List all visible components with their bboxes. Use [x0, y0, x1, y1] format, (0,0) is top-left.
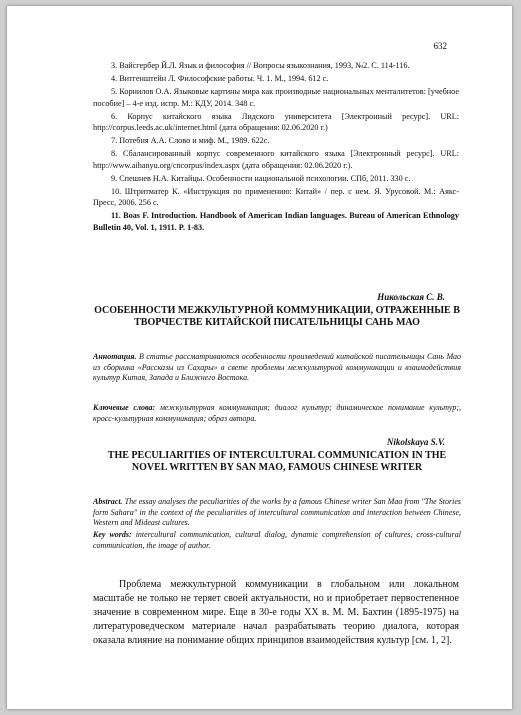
reference-item: 6. Корпус китайского языка Лидского университета [Электронный ресурс]. URL: http://corpus.leeds.ac.uk/internet.html (дата обращения: 02.06.2020 г.) [93, 111, 459, 132]
reference-list [93, 60, 459, 235]
ru-title: ОСОБЕННОСТИ МЕЖКУЛЬТУРНОЙ КОММУНИКАЦИИ, ОТРАЖЕННЫЕ В ТВОРЧЕСТВЕ КИТАЙСКОЙ ПИСАТЕЛЬНИЦЫ САНЬ МАО [94, 305, 460, 328]
ru-keywords [93, 403, 461, 424]
en-abstract-text: The essay analyses the peculiarities of the works by a famous Chinese writer San Mao from "The Stories form Sahara" in the context of the peculiarities of intercultural communication and interaction between Chinese, Western and Mideast cultures. [93, 497, 462, 527]
reference-item: 4. Витгенштейн Л. Философские работы. Ч. 1. М., 1994. 612 с. [111, 74, 329, 83]
reference-item: 7. Потебня А.А. Слово и миф. М., 1989. 622с. [111, 136, 270, 145]
reference-item: 3. Вайсгербер Й.Л. Язык и философия // Вопросы языкознания, 1993, №2. С. 114-116. [111, 61, 410, 70]
body-text [93, 578, 459, 648]
page-number: 632 [433, 41, 447, 51]
reference-item: 11. Boas F. Introduction. Handbook of American Indian languages. Bureau of American Ethnology Bulletin 40, Vol. 1, 1911. P. 1-83. [93, 211, 459, 232]
ru-abstract [93, 352, 461, 384]
ru-keywords-label: Ключевые слова: [93, 403, 156, 412]
en-keywords-text: intercultural communication, cultural dialog, dynamic comprehension of cultures, cross-cultural communication, the image of author. [93, 530, 462, 550]
en-abstract-label: Abstract. [93, 497, 123, 506]
ru-abstract-text: В статье рассматриваются особенности произведений китайской писательницы Сань Мао из сборника «Рассказы из Сахары» в свете проблемы межкультурной коммуникации и взаимодействия культур Китая, Запада и Ближнего Востока. [93, 352, 461, 382]
ru-keywords-text: межкультурная коммуникация; диалог культур; динамическое понимание культур;, кросс-культурная коммуникация; образ автора. [93, 403, 461, 423]
en-title: THE PECULIARITIES OF INTERCULTURAL COMMUNICATION IN THE NOVEL WRITTEN BY SAN MAO, FAMOUS CHINESE WRITER [107, 450, 447, 473]
en-keywords-label: Key words: [93, 530, 132, 539]
document-page [7, 6, 512, 709]
en-keywords [93, 530, 461, 551]
ru-author: Никольская С. В. [377, 292, 445, 302]
en-abstract [93, 497, 461, 529]
reference-item: 5. Корнилов О.А. Языковые картины мира как производные национальных менталитетов: [учебное пособие] – 4-е изд. испр. М.: КДУ, 2014. 348 с. [93, 87, 459, 108]
ru-abstract-label: Аннотация. [93, 352, 137, 361]
en-author: Nikolskaya S.V. [386, 437, 445, 447]
body-paragraph: Проблема межкультурной коммуникации в глобальном или локальном масштабе не только не теряет своей актуальности, но и приобретает первостепенное значение в современном мире. Еще в 30-е годы XX в. М. М. Бахтин (1895-1975) на литературоведческом материале начал разрабатывать теорию диалога, которая оказала влияние на понимание общих принципов взаимодействия культур [см. 1, 2]. [93, 579, 459, 646]
reference-item: 10. Штритматер К. «Инструкция по применению: Китай» / пер. с нем. Я. Урусовой. М.: Аякс-Пресс, 2006. 256 с. [93, 186, 459, 207]
reference-item: 9. Спешнев Н.А. Китайцы. Особенности национальной психологии. СПб, 2011. 330 с. [111, 173, 411, 183]
reference-item: 8. Сбалансированный корпус современного китайского языка [Электронный ресурс]. URL: http://www.aihanyu.org/cncorpus/index.aspx (дата обращения: 02.06.2020 г.). [93, 149, 459, 170]
